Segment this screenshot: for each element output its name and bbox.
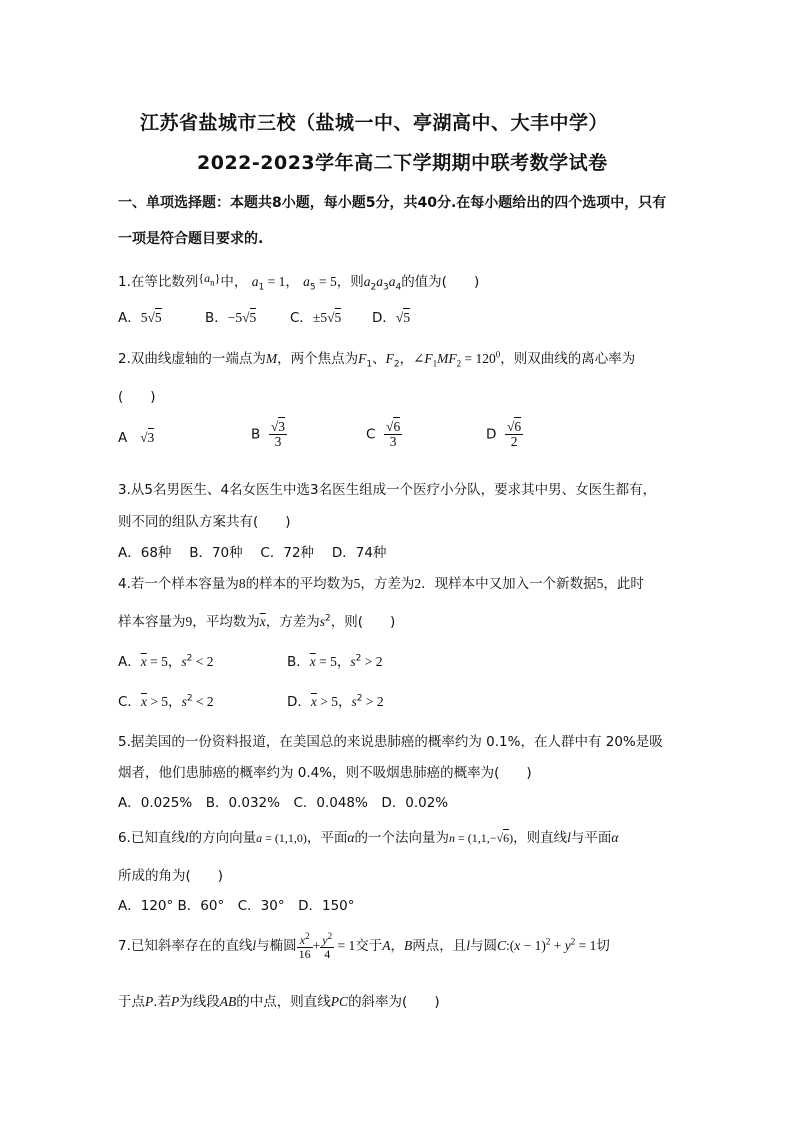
section-heading-line2: 一项是符合题目要求的.	[118, 231, 264, 247]
question-2-stem-tail: ( )	[118, 389, 156, 405]
question-2-option-d: D $\frac{√6}{2}$	[486, 419, 522, 450]
question-7-stem-line1: 7.已知斜率存在的直线l与椭圆 $\frac{x^2}{16}$ + $\frac{y^2}{4}$ = 1交于A，B两点，且l与圆C:(x − $1)^2 + y^2 = 1$切	[118, 931, 610, 961]
question-1-option-d: D．√5	[372, 310, 411, 326]
question-5-stem-line1: 5.据美国的一份资料报道，在美国总的来说患肺癌的概率约为 0.1%，在人群中有 20%是吸	[118, 734, 663, 750]
question-4-option-b: B．$\overline{x} = 5$，$s^2 > 2$	[287, 653, 383, 670]
question-6-options: A．120° B．60° C．30° D．150°	[118, 898, 355, 914]
question-2-option-a: A √3	[118, 430, 155, 446]
question-7-stem-line2: 于点P.若P为线段AB的中点，则直线PC的斜率为( )	[118, 994, 440, 1010]
question-4-option-a: A．$\overline{x} = 5$，$s^2 < 2$	[118, 653, 214, 670]
question-4-option-d: D．$\overline{x} > 5$，$s^2 > 2$	[287, 693, 384, 710]
question-1-stem: 1.在等比数列$\{a_n\}$中， $a_1 = 1$， $a_5 = 5$，则$a_2a_3a_4$的值为( )	[118, 271, 480, 293]
section-heading-line1: 一、单项选择题：本题共8小题，每小题5分，共40分.在每小题给出的四个选项中，只有	[118, 195, 667, 211]
question-2-stem: 2.双曲线虚轴的一端点为M，两个焦点为$F_1$、$F_2$，$\angle F_1MF_2 = 120^0$，则双曲线的离心率为	[118, 349, 636, 370]
question-6-stem-line2: 所成的角为( )	[118, 868, 224, 884]
question-1-option-c: C．±5√5	[290, 310, 342, 326]
question-4-stem-line2: 样本容量为9，平均数为$\overline{x}$，方差为$s^2$，则( )	[118, 613, 396, 630]
question-4-option-c: C．$\overline{x} > 5$，$s^2 < 2$	[118, 693, 214, 710]
question-5-stem-line2: 烟者，他们患肺癌的概率约为 0.4%，则不吸烟患肺癌的概率为( )	[118, 765, 532, 781]
question-2-option-b: B $\frac{√3}{3}$	[251, 419, 286, 450]
question-1-option-b: B．−5√5	[205, 310, 257, 326]
question-3-options: A．68种 B．70种 C．72种 D．74种	[118, 545, 387, 561]
question-4-stem-line1: 4.若一个样本容量为8的样本的平均数为5，方差为2．现样本中又加入一个新数据5，此时	[118, 576, 644, 592]
question-2-option-c: C $\frac{√6}{3}$	[366, 419, 401, 450]
question-5-options: A．0.025% B．0.032% C．0.048% D．0.02%	[118, 795, 449, 811]
page-title-line1: 江苏省盐城市三校（盐城一中、亭湖高中、大丰中学）	[140, 112, 609, 134]
question-3-stem-line2: 则不同的组队方案共有( )	[118, 514, 291, 530]
page-title-line2: 2022-2023学年高二下学期期中联考数学试卷	[197, 152, 608, 174]
question-6-stem-line1: 6.已知直线l的方向向量a = (1,1,0)，平面α的一个法向量为n = (1,1,−√6)，则直线l与平面α	[118, 830, 619, 846]
question-1-option-a: A．5√5	[118, 310, 162, 326]
question-3-stem-line1: 3.从5名男医生、4名女医生中选3名医生组成一个医疗小分队，要求其中男、女医生都有，	[118, 482, 657, 498]
